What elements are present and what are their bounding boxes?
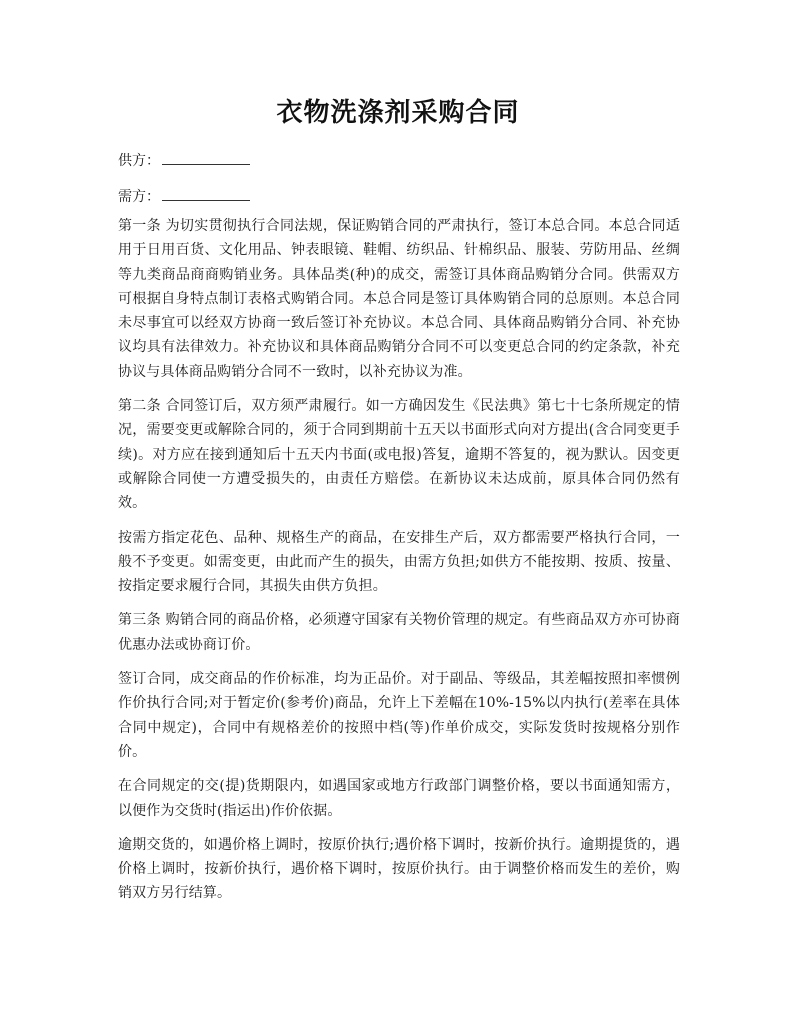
document-title: 衣物洗涤剂采购合同	[276, 98, 520, 128]
pricing-standard-paragraph: 签订合同，成交商品的作价标准，均为正品价。对于副品、等级品，其差幅按照扣率惯例作价执行合同;对于暂定价(参考价)商品，允许上下差幅在10%-15%以内执行(差率在具体合同中规定)，合同中有规格差价的按照中档(等)作单价成交，实际发货时按规格分别作价。	[118, 671, 680, 760]
clause-2-supplement-paragraph: 按需方指定花色、品种、规格生产的商品，在安排生产后，双方都需要严格执行合同，一般不予变更。如需变更，由此而产生的损失，由需方负担;如供方不能按期、按质、按量、按指定要求履行合同，其损失由供方负担。	[118, 529, 680, 595]
clause-2-paragraph: 第二条 合同签订后，双方须严肃履行。如一方确因发生《民法典》第七十七条所规定的情况，需要变更或解除合同的，须于合同到期前十五天以书面形式向对方提出(含合同变更手续)。对方应在接到通知后十五天内书面(或电报)答复，逾期不答复的，视为默认。因变更或解除合同使一方遭受损失的，由责任方赔偿。在新协议未达成前，原具体合同仍然有效。	[118, 398, 680, 512]
supplier-blank-line	[162, 150, 250, 165]
supplier-label: 供方：	[118, 153, 160, 169]
overdue-pricing-paragraph: 逾期交货的，如遇价格上调时，按原价执行;遇价格下调时，按新价执行。逾期提货的，遇价格上调时，按新价执行，遇价格下调时，按原价执行。由于调整价格而发生的差价，购销双方另行结算。	[118, 836, 680, 902]
buyer-field	[118, 186, 250, 207]
buyer-label: 需方：	[118, 189, 160, 205]
contract-body	[118, 214, 680, 916]
clause-1-paragraph: 第一条 为切实贯彻执行合同法规，保证购销合同的严肃执行，签订本总合同。本总合同适用于日用百货、文化用品、钟表眼镜、鞋帽、纺织品、针棉织品、服装、劳防用品、丝绸等九类商品商商购销业务。具体品类(种)的成交，需签订具体商品购销分合同。供需双方可根据自身特点制订表格式购销合同。本总合同是签订具体购销合同的总原则。本总合同未尽事宜可以经双方协商一致后签订补充协议。本总合同、具体商品购销分合同、补充协议均具有法律效力。补充协议和具体商品购销分合同不可以变更总合同的约定条款，补充协议与具体商品购销分合同不一致时，以补充协议为准。	[118, 218, 680, 380]
clause-3-paragraph: 第三条 购销合同的商品价格，必须遵守国家有关物价管理的规定。有些商品双方亦可协商优惠办法或协商订价。	[118, 612, 680, 653]
supplier-field	[118, 150, 250, 171]
price-adjustment-paragraph: 在合同规定的交(提)货期限内，如遇国家或地方行政部门调整价格，要以书面通知需方，以便作为交货时(指运出)作价依据。	[118, 778, 680, 819]
buyer-blank-line	[162, 186, 250, 201]
